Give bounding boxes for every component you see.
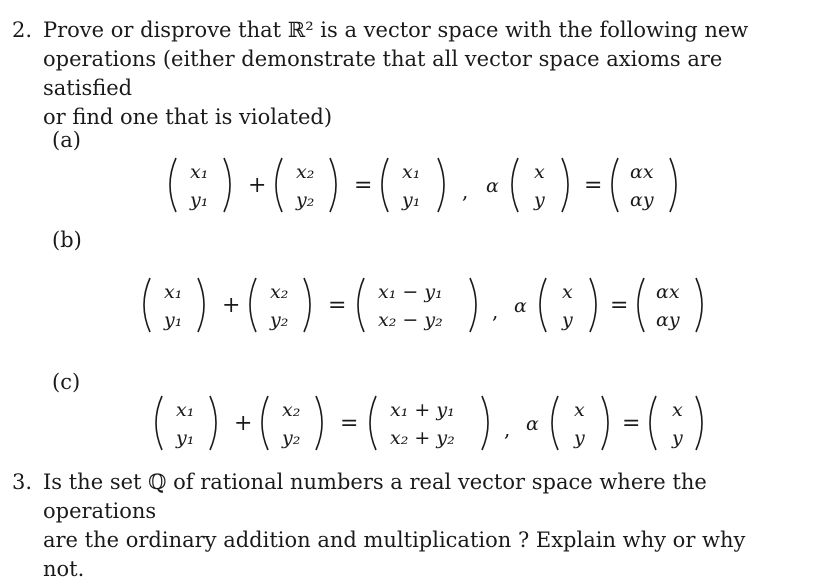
paren-right xyxy=(330,158,336,212)
paren-left xyxy=(512,158,518,212)
paren-right xyxy=(696,396,702,450)
equation-b-svg xyxy=(134,270,734,340)
scalar-top: αx xyxy=(656,281,680,303)
sum-top: x₁ − y₁ xyxy=(378,281,443,303)
problem-3 xyxy=(12,468,783,584)
equals-sign: = xyxy=(354,173,373,198)
v-bot: y₂ xyxy=(282,427,301,449)
w-top: x xyxy=(562,281,573,303)
problem-3-number: 3. xyxy=(12,470,33,494)
equals-sign: = xyxy=(610,293,629,318)
paren-left xyxy=(358,278,364,332)
paren-left xyxy=(170,158,176,212)
paren-left xyxy=(276,158,282,212)
u-bot: y₁ xyxy=(164,309,183,331)
equation-c-svg xyxy=(146,388,726,458)
problem-2 xyxy=(12,16,783,132)
paren-left xyxy=(262,396,268,450)
problem-2-text xyxy=(43,16,783,132)
w-top: x xyxy=(574,399,585,421)
scalar-top: αx xyxy=(630,161,654,183)
paren-right xyxy=(590,278,596,332)
plus-sign: + xyxy=(234,411,253,436)
part-a-label: (a) xyxy=(52,128,81,152)
plus-sign: + xyxy=(222,293,241,318)
comma: , xyxy=(462,179,469,203)
u-bot: y₁ xyxy=(176,427,195,449)
comma: , xyxy=(492,299,499,323)
paren-left xyxy=(638,278,644,332)
paren-right xyxy=(562,158,568,212)
equals-sign: = xyxy=(328,293,347,318)
comma: , xyxy=(504,417,511,441)
paren-left xyxy=(144,278,150,332)
paren-right xyxy=(304,278,310,332)
sum-bot: y₁ xyxy=(402,189,421,211)
equation-a xyxy=(160,150,720,220)
sum-top: x₁ + y₁ xyxy=(390,399,455,421)
scalar-bot: αy xyxy=(630,189,654,211)
paren-right xyxy=(198,278,204,332)
part-c-label: (c) xyxy=(52,370,81,394)
alpha: α xyxy=(486,175,499,197)
w-bot: y xyxy=(562,309,573,331)
paren-left xyxy=(612,158,618,212)
paren-left xyxy=(250,278,256,332)
sum-bot: x₂ + y₂ xyxy=(390,427,455,449)
v-bot: y₂ xyxy=(296,189,315,211)
w-bot: y xyxy=(574,427,585,449)
paren-right xyxy=(470,278,476,332)
paren-right xyxy=(438,158,444,212)
alpha: α xyxy=(514,295,527,317)
problem-3-text xyxy=(43,468,783,584)
problem-2-line-2: operations (either demonstrate that all vector space axioms are satisfied xyxy=(43,47,723,100)
equals-sign: = xyxy=(340,411,359,436)
paren-right xyxy=(224,158,230,212)
part-b-label: (b) xyxy=(52,228,82,252)
u-bot: y₁ xyxy=(190,189,209,211)
equation-a-svg xyxy=(160,150,720,220)
v-top: x₂ xyxy=(270,281,289,303)
problem-3-line-2: are the ordinary addition and multiplication ? Explain why or why not. xyxy=(43,528,746,581)
sum-top: x₁ xyxy=(402,161,421,183)
equation-c xyxy=(146,388,726,458)
equation-b xyxy=(134,270,734,340)
v-top: x₂ xyxy=(282,399,301,421)
paren-left xyxy=(552,396,558,450)
paren-left xyxy=(370,396,376,450)
paren-right xyxy=(482,396,488,450)
scalar-bot: αy xyxy=(656,309,680,331)
paren-right xyxy=(210,396,216,450)
problem-2-number: 2. xyxy=(12,18,33,42)
scalar-top: x xyxy=(672,399,683,421)
problem-2-line-3: or find one that is violated) xyxy=(43,105,333,129)
equals-sign: = xyxy=(622,411,641,436)
w-top: x xyxy=(534,161,545,183)
paren-right xyxy=(696,278,702,332)
paren-left xyxy=(650,396,656,450)
equals-sign: = xyxy=(584,173,603,198)
problem-2-line-1: Prove or disprove that ℝ² is a vector space with the following new xyxy=(43,18,749,42)
paren-right xyxy=(316,396,322,450)
sum-bot: x₂ − y₂ xyxy=(378,309,443,331)
plus-sign: + xyxy=(248,173,267,198)
v-bot: y₂ xyxy=(270,309,289,331)
u-top: x₁ xyxy=(164,281,183,303)
scalar-bot: y xyxy=(672,427,683,449)
paren-left xyxy=(382,158,388,212)
paren-right xyxy=(602,396,608,450)
paren-left xyxy=(156,396,162,450)
alpha: α xyxy=(526,413,539,435)
paren-right xyxy=(670,158,676,212)
u-top: x₁ xyxy=(176,399,195,421)
paren-left xyxy=(540,278,546,332)
w-bot: y xyxy=(534,189,545,211)
v-top: x₂ xyxy=(296,161,315,183)
u-top: x₁ xyxy=(190,161,209,183)
problem-3-line-1: Is the set ℚ of rational numbers a real vector space where the operations xyxy=(43,470,707,523)
